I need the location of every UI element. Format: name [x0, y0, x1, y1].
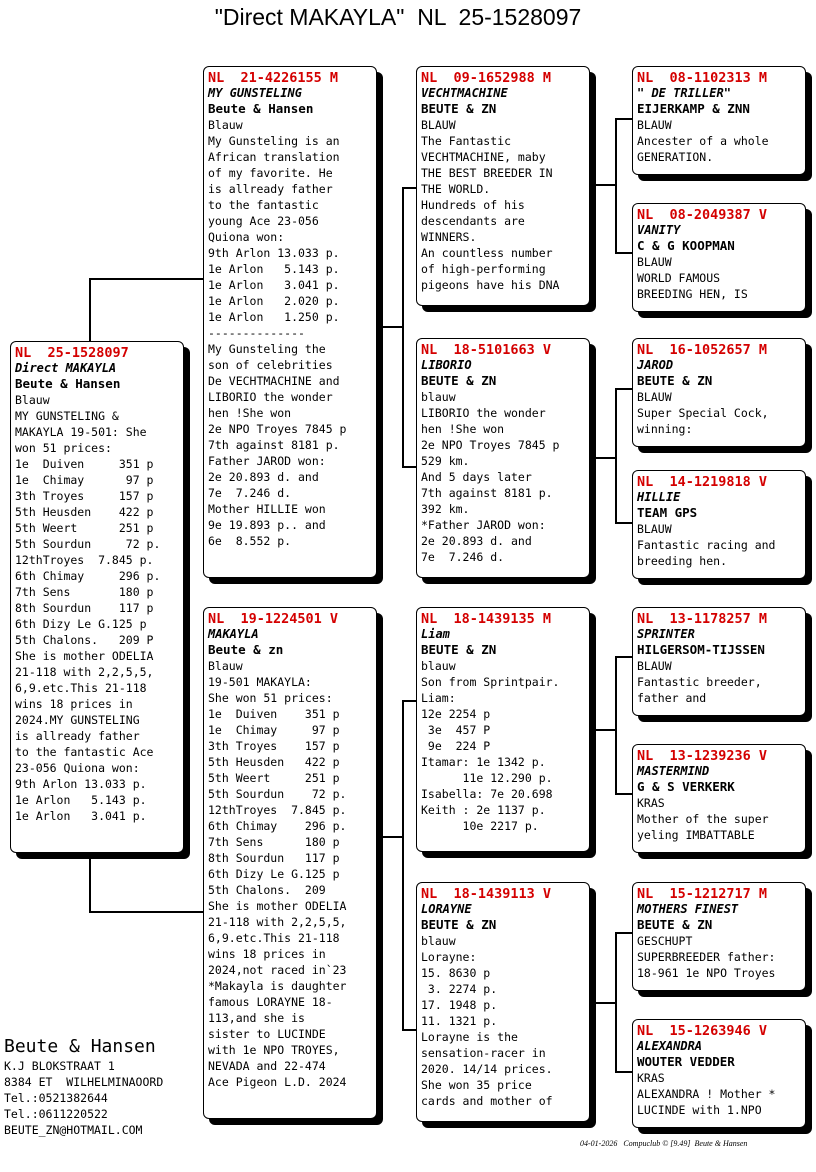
- connector-line: [402, 187, 404, 467]
- ring-number: NL 19-1224501 V: [208, 611, 339, 627]
- connector-line: [89, 852, 91, 912]
- color-label: BLAUW: [637, 255, 672, 269]
- color-label: BLAUW: [637, 390, 672, 404]
- pigeon-info: LIBORIO the wonder hen !She won 2e NPO Troyes 7845 p 529 km. And 5 days later 7th against 8181 p. 392 km. *Father JAROD won: 2e 20.893 d. and 7e 7.246 d.: [421, 406, 560, 564]
- owner-name: BEUTE & ZN: [421, 917, 497, 932]
- ring-number: NL 21-4226155 M: [208, 70, 339, 86]
- color-label: KRAS: [637, 796, 665, 810]
- color-label: BLAUW: [637, 522, 672, 536]
- connector-line: [615, 118, 617, 253]
- color-label: blauw: [421, 390, 456, 404]
- ring-number: NL 13-1178257 M: [637, 611, 768, 627]
- ring-number: NL 09-1652988 M: [421, 70, 552, 86]
- connector-line: [615, 388, 633, 390]
- connector-line: [615, 656, 633, 658]
- color-label: blauw: [421, 659, 456, 673]
- pigeon-info: My Gunsteling is an African translation of my favorite. He is allready father to the fantastic young Ace 23-056 Quiona won: 9th Arlon 13.033 p. 1e Arlon 5.143 p. 1e Arlon 3.041 p. 1e Arlon 2.020 p. 1e Arlon 1.250 p. -------------- My Gunsteling the son of celebrities De VECHTMACHINE and LIBORIO the wonder hen !She won 2e NPO Troyes 7845 p 7th against 8181 p. Father JAROD won: 2e 20.893 d. and 7e 7.246 d. Mother HILLIE won 9e 19.893 p.. and 6e 8.552 p.: [208, 134, 347, 548]
- owner-name: BEUTE & ZN: [637, 917, 713, 932]
- owner-name: EIJERKAMP & ZNN: [637, 101, 750, 116]
- owner-name: HILGERSOM-TIJSSEN: [637, 642, 765, 657]
- breeder-address: K.J BLOKSTRAAT 1: [4, 1059, 115, 1073]
- pigeon-name: ALEXANDRA: [637, 1039, 703, 1053]
- breeder-contact: [4, 1036, 163, 1138]
- pigeon-name: HILLIE: [637, 490, 681, 504]
- color-label: BLAUW: [421, 118, 456, 132]
- owner-name: TEAM GPS: [637, 505, 698, 520]
- pigeon-info: Ancester of a whole GENERATION.: [637, 134, 769, 164]
- connector-line: [594, 457, 616, 459]
- connector-line: [89, 278, 205, 280]
- color-label: KRAS: [637, 1071, 665, 1085]
- ring-number: NL 15-1263946 V: [637, 1023, 768, 1039]
- ring-number: NL 18-1439113 V: [421, 886, 552, 902]
- owner-name: C & G KOOPMAN: [637, 238, 735, 253]
- connector-line: [381, 836, 403, 838]
- pedigree-card-dam-dam-dam: [632, 1019, 806, 1128]
- color-label: BLAUW: [637, 118, 672, 132]
- color-label: Blauw: [208, 659, 243, 673]
- ring-number: NL 18-1439135 M: [421, 611, 552, 627]
- connector-line: [615, 932, 617, 1072]
- ring-number: NL 08-1102313 M: [637, 70, 768, 86]
- connector-line: [594, 184, 616, 186]
- pedigree-card-dam-sire-dam: [632, 744, 806, 853]
- pedigree-card-sire-sire-dam: [632, 203, 806, 312]
- pigeon-info: Lorayne: 15. 8630 p 3. 2274 p. 17. 1948 p. 11. 1321 p. Lorayne is the sensation-racer in 2020. 14/14 prices. She won 35 price cards and mother of: [421, 950, 553, 1108]
- pigeon-name: VECHTMACHINE: [421, 86, 508, 100]
- pigeon-name: SPRINTER: [637, 627, 695, 641]
- pedigree-card-sire: [203, 66, 377, 578]
- ring-number: NL 18-5101663 V: [421, 342, 552, 358]
- pigeon-info: SUPERBREEDER father: 18-961 1e NPO Troyes: [637, 950, 776, 980]
- owner-name: BEUTE & ZN: [421, 101, 497, 116]
- page-title: "Direct MAKAYLA" NL 25-1528097: [214, 4, 582, 30]
- owner-name: BEUTE & ZN: [637, 373, 713, 388]
- connector-line: [615, 388, 617, 523]
- owner-name: G & S VERKERK: [637, 779, 735, 794]
- pedigree-card-sire-sire: [416, 66, 590, 306]
- connector-line: [615, 522, 633, 524]
- pigeon-info: Fantastic racing and breeding hen.: [637, 538, 776, 568]
- pedigree-card-dam-dam: [416, 882, 590, 1122]
- ring-number: NL 14-1219818 V: [637, 474, 768, 490]
- pigeon-name: " DE TRILLER": [637, 86, 731, 100]
- owner-name: WOUTER VEDDER: [637, 1054, 735, 1069]
- owner-name: Beute & Hansen: [208, 101, 314, 116]
- breeder-name: Beute & Hansen: [4, 1036, 156, 1057]
- owner-name: BEUTE & ZN: [421, 642, 497, 657]
- color-label: BLAUW: [637, 659, 672, 673]
- connector-line: [615, 793, 633, 795]
- breeder-phone-2: Tel.:0611220522: [4, 1107, 108, 1121]
- pedigree-card-sire-dam-sire: [632, 338, 806, 447]
- pigeon-name: MOTHERS FINEST: [637, 902, 739, 916]
- connector-line: [615, 656, 617, 794]
- pigeon-info: Super Special Cock, winning:: [637, 406, 769, 436]
- pedigree-card-dam-dam-sire: [632, 882, 806, 991]
- pigeon-name: LIBORIO: [421, 358, 472, 372]
- ring-number: NL 13-1239236 V: [637, 748, 768, 764]
- pigeon-name: MAKAYLA: [208, 627, 259, 641]
- connector-line: [594, 1002, 616, 1004]
- ring-number: NL 16-1052657 M: [637, 342, 768, 358]
- connector-line: [615, 118, 633, 120]
- pedigree-card-sire-dam: [416, 338, 590, 578]
- ring-number: NL 08-2049387 V: [637, 207, 768, 223]
- pigeon-name: MASTERMIND: [637, 764, 710, 778]
- pigeon-info: MY GUNSTELING & MAKAYLA 19-501: She won 51 prices: 1e Duiven 351 p 1e Chimay 97 p 3th Troyes 157 p 5th Heusden 422 p 5th Weert 251 p 5th Sourdun 72 p. 12thTroyes 7.845 p. 6th Chimay 296 p. 7th Sens 180 p 8th Sourdun 117 p 6th Dizy Le G.125 p 5th Chalons. 209 P She is mother ODELIA 21-118 with 2,2,5,5, 6,9.etc.This 21-118 wins 18 prices in 2024.MY GUNSTELING is allready father to the fantastic Ace 23-056 Quiona won: 9th Arlon 13.033 p. 1e Arlon 5.143 p. 1e Arlon 3.041 p.: [15, 409, 161, 823]
- pigeon-info: The Fantastic VECHTMACHINE, maby THE BEST BREEDER IN THE WORLD. Hundreds of his descendants are WINNERS. An countless number of high-performing pigeons have his DNA: [421, 134, 560, 292]
- pigeon-info: ALEXANDRA ! Mother * LUCINDE with 1.NPO: [637, 1087, 776, 1117]
- pigeon-name: Direct MAKAYLA: [15, 361, 117, 375]
- footer-credit: 04-01-2026 Compuclub © [9.49] Beute & Hansen: [580, 1139, 748, 1148]
- breeder-email: BEUTE_ZN@HOTMAIL.COM: [4, 1123, 143, 1137]
- pigeon-name: Liam: [421, 627, 450, 641]
- pigeon-name: MY GUNSTELING: [208, 86, 302, 100]
- color-label: blauw: [421, 934, 456, 948]
- owner-name: Beute & zn: [208, 642, 284, 657]
- pedigree-card-subject: [10, 341, 184, 853]
- pedigree-card-dam-sire: [416, 607, 590, 852]
- connector-line: [594, 729, 616, 731]
- color-label: Blauw: [15, 393, 50, 407]
- pedigree-card-sire-sire-sire: [632, 66, 806, 175]
- color-label: GESCHUPT: [637, 934, 693, 948]
- connector-line: [381, 326, 403, 328]
- pigeon-info: Fantastic breeder, father and: [637, 675, 762, 705]
- connector-line: [402, 700, 404, 1030]
- connector-line: [89, 278, 91, 342]
- pedigree-card-sire-dam-dam: [632, 470, 806, 579]
- pedigree-card-dam-sire-sire: [632, 607, 806, 716]
- breeder-phone-1: Tel.:0521382644: [4, 1091, 108, 1105]
- color-label: Blauw: [208, 118, 243, 132]
- pigeon-info: Mother of the super yeling IMBATTABLE: [637, 812, 769, 842]
- connector-line: [615, 252, 633, 254]
- owner-name: BEUTE & ZN: [421, 373, 497, 388]
- pigeon-name: VANITY: [637, 223, 681, 237]
- pigeon-name: JAROD: [637, 358, 674, 372]
- breeder-city: 8384 ET WILHELMINAOORD: [4, 1075, 164, 1089]
- ring-number: NL 25-1528097: [15, 345, 129, 361]
- connector-line: [615, 1071, 633, 1073]
- pigeon-info: 19-501 MAKAYLA: She won 51 prices: 1e Duiven 351 p 1e Chimay 97 p 3th Troyes 157 p 5th Heusden 422 p 5th Weert 251 p 5th Sourdun 72 p. 12thTroyes 7.845 p. 6th Chimay 296 p. 7th Sens 180 p 8th Sourdun 117 p 6th Dizy Le G.125 p 5th Chalons. 209 She is mother ODELIA 21-118 with 2,2,5,5, 6,9.etc.This 21-118 wins 18 prices in 2024,not raced in`23 *Makayla is daughter famous LORAYNE 18- 113,and she is sister to LUCINDE with 1e NPO TROYES, NEVADA and 22-474 Ace Pigeon L.D. 2024: [208, 675, 347, 1089]
- pigeon-info: WORLD FAMOUS BREEDING HEN, IS: [637, 271, 748, 301]
- connector-line: [89, 911, 205, 913]
- pedigree-card-dam: [203, 607, 377, 1119]
- owner-name: Beute & Hansen: [15, 376, 121, 391]
- ring-number: NL 15-1212717 M: [637, 886, 768, 902]
- connector-line: [615, 932, 633, 934]
- pigeon-info: Son from Sprintpair. Liam: 12e 2254 p 3e 457 P 9e 224 P Itamar: 1e 1342 p. 11e 12.290 p. Isabella: 7e 20.698 Keith : 2e 1137 p. 10e 2217 p.: [421, 675, 560, 833]
- pigeon-name: LORAYNE: [421, 902, 472, 916]
